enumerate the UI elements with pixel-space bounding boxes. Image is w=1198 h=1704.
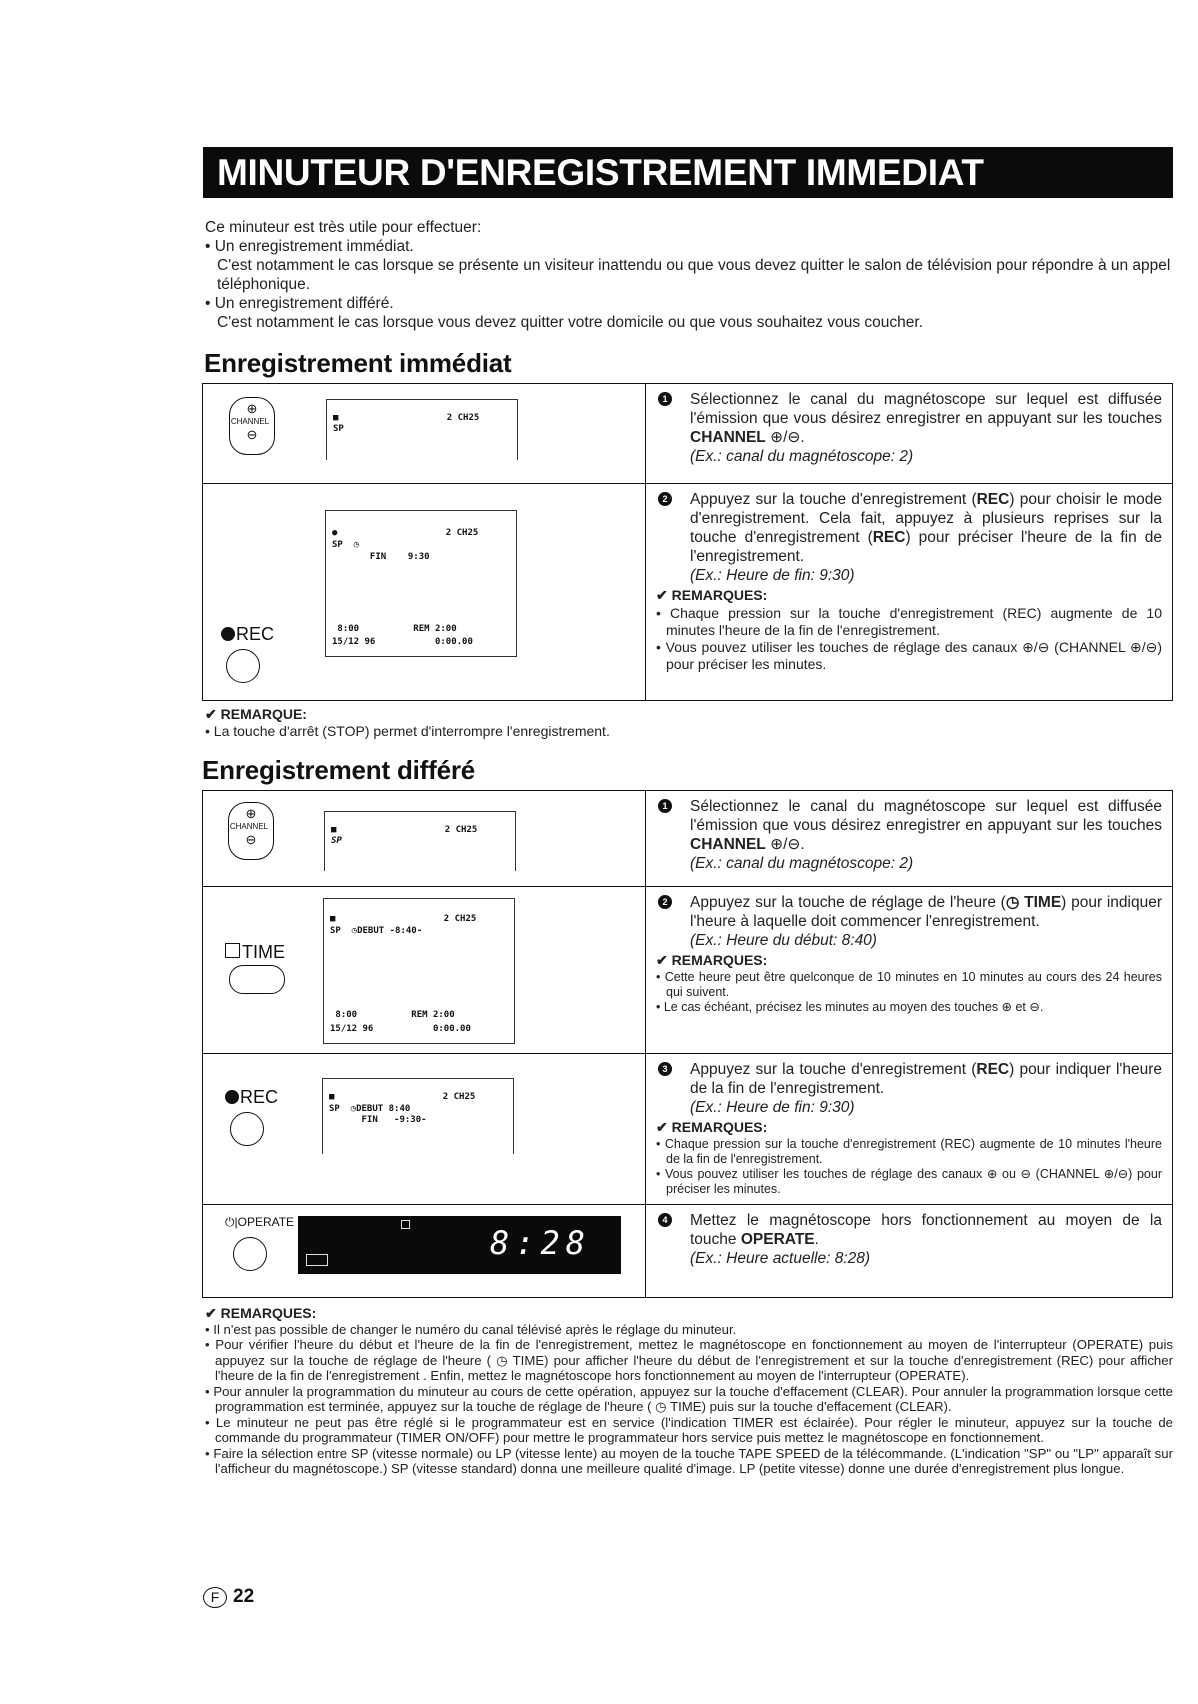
time-label-text: TIME: [242, 942, 285, 962]
step-illustration: [203, 887, 646, 1054]
remark-item: • Vous pouvez utiliser les touches de réglage des canaux ⊕ ou ⊖ (CHANNEL ⊕/⊖) pour préciser les minutes.: [656, 1167, 1162, 1196]
page-footer: [203, 1586, 254, 1608]
osd-line: ■ 2 CH25: [333, 413, 480, 423]
step-illustration: [203, 384, 646, 484]
remarks-heading: ✔ REMARQUES:: [656, 1119, 768, 1135]
step-2: [656, 893, 1162, 950]
step-key: ◷ TIME: [1005, 894, 1062, 911]
intro-item-2: • Un enregistrement différé.: [205, 295, 394, 312]
operate-label: [225, 1215, 294, 1230]
step-key: REC: [872, 529, 906, 546]
osd-line: FIN 9:30: [332, 552, 430, 562]
channel-label: CHANNEL: [230, 417, 270, 426]
step-row: [203, 484, 1173, 701]
note-item: • Pour vérifier l'heure du début et l'heure de la fin de l'enregistrement, mettez le magnétoscope en fonctionnement au moyen de l'interrupteur (OPERATE) puis appuyez sur la touche de réglage de l'heure ( ◷ TIME) pour afficher l'heure du début de l'enregistrement et sur la touche d'enregistrement (REC) pour afficher l'heure de la fin de l'enregistrement . Enfin, mettez le magnétoscope hors fonctionnement au moyen de l'interrupteur (OPERATE).: [205, 1337, 1173, 1383]
step-key: REC: [976, 1061, 1010, 1078]
rec-label-text: REC: [236, 624, 275, 644]
step-text: ) pour indiquer l'heure de la fin de l'enregistrement.: [690, 1061, 1162, 1097]
step-text: ) pour choisir le mode d'enregistrement. Cela fait, appuyez à plusieurs reprises sur la touche d'enregistrement (: [690, 491, 1162, 546]
step-text-cell: [646, 887, 1173, 1054]
step-example: (Ex.: Heure de fin: 9:30): [690, 1099, 855, 1116]
note-item: • Faire la sélection entre SP (vitesse normale) ou LP (vitesse lente) au moyen de la touche TAPE SPEED de la télécommande. (L'indication "SP" ou "LP" apparaît sur l'afficheur du magnétoscope.) SP (vitesse standard) donna une meilleure qualité d'image. LP (petite vitesse) donne une durée d'enregistrement plus longue.: [205, 1445, 1173, 1476]
minus-icon: ⊖: [245, 832, 257, 847]
intro: [205, 218, 1175, 332]
step-2: [656, 490, 1162, 585]
osd-line: 15/12 96 0:00.00: [332, 637, 473, 647]
note-item: • Pour annuler la programmation du minuteur au cours de cette opération, appuyez sur la touche d'effacement (CLEAR). Pour annuler la programmation lorsque cette programmation est terminée, appuyez sur la touche de réglage de l'heure ( ◷ TIME) puis sur la touche d'effacement (CLEAR).: [205, 1383, 1173, 1414]
page-title: MINUTEUR D'ENREGISTREMENT IMMEDIAT: [203, 147, 1173, 198]
steps-table-deferred: [202, 790, 1173, 1298]
channel-button[interactable]: [228, 802, 274, 860]
step-text: Appuyez sur la touche de réglage de l'heure (: [690, 894, 1006, 911]
clock-icon: [225, 943, 240, 958]
osd-screen: [324, 811, 516, 871]
osd-line: ■ 2 CH25: [329, 1092, 476, 1102]
rec-label-text: REC: [240, 1087, 279, 1107]
language-badge: F: [203, 1587, 227, 1608]
step-3: [656, 1060, 1162, 1117]
remarks-heading: ✔ REMARQUES:: [656, 952, 768, 968]
intro-item-1-desc: C'est notamment le cas lorsque se présente un visiteur inattendu ou que vous devez quitter le salon de télévision pour répondre à un appel téléphonique.: [217, 257, 1171, 293]
step-key: CHANNEL: [690, 836, 766, 853]
step-text: ) pour préciser l'heure de la fin de l'enregistrement.: [690, 529, 1162, 565]
page-number: 22: [233, 1586, 255, 1607]
intro-item-1: • Un enregistrement immédiat.: [205, 238, 414, 255]
osd-line: SP ◷DEBUT -8:40-: [330, 926, 423, 936]
step-example: (Ex.: Heure actuelle: 8:28): [690, 1250, 871, 1267]
step-number-badge: 1: [658, 392, 672, 406]
remark-stop: [205, 706, 1173, 740]
step-number-badge: 3: [658, 1062, 672, 1076]
record-dot-icon: [225, 1090, 239, 1104]
step-text-cell: [646, 384, 1173, 484]
section-heading-immediate: Enregistrement immédiat: [204, 348, 512, 378]
step-row: [203, 887, 1173, 1054]
intro-lead: Ce minuteur est très utile pour effectuer:: [205, 219, 482, 236]
remark-item: • Cette heure peut être quelconque de 10 minutes en 10 minutes au cours des 24 heures qui suivent.: [656, 970, 1162, 999]
step-text: Appuyez sur la touche d'enregistrement (: [690, 1061, 977, 1078]
step-number-badge: 1: [658, 799, 672, 813]
osd-line: SP: [333, 424, 344, 434]
osd-screen: [323, 898, 515, 1044]
channel-button[interactable]: [229, 397, 275, 455]
channel-label: CHANNEL: [229, 822, 269, 831]
osd-screen: [326, 399, 518, 460]
step-text: Sélectionnez le canal du magnétoscope sur lequel est diffusée l'émission que vous désirez enregistrer en appuyant sur les touches: [690, 391, 1162, 427]
remarks-heading: ✔ REMARQUES:: [656, 587, 768, 603]
operate-button[interactable]: [233, 1237, 267, 1271]
step-example: (Ex.: canal du magnétoscope: 2): [690, 855, 914, 872]
step-row: [203, 791, 1173, 887]
step-number-badge: 4: [658, 1213, 672, 1227]
step-example: (Ex.: canal du magnétoscope: 2): [690, 448, 914, 465]
osd-line: 8:00 REM 2:00: [332, 624, 457, 634]
step-text-cell: [646, 791, 1173, 887]
step-number-badge: 2: [658, 895, 672, 909]
rec-label: [225, 1087, 278, 1108]
remark-item: • Le cas échéant, précisez les minutes au moyen des touches ⊕ et ⊖.: [656, 1000, 1044, 1014]
osd-screen: [322, 1078, 514, 1154]
osd-line: ■ 2 CH25: [330, 914, 477, 924]
steps-table-immediate: [202, 383, 1173, 701]
step-4: [656, 1211, 1162, 1268]
step-text: Mettez le magnétoscope hors fonctionnement au moyen de la touche: [690, 1212, 1162, 1248]
osd-line: 15/12 96 0:00.00: [330, 1024, 471, 1034]
minus-icon: ⊖: [246, 427, 258, 442]
step-key: CHANNEL: [690, 429, 766, 446]
step-1: [656, 390, 1162, 466]
step-number-badge: 2: [658, 492, 672, 506]
power-icon: ⏻|: [225, 1215, 238, 1229]
osd-line: ● 2 CH25: [332, 528, 479, 538]
osd-line: 8:00 REM 2:00: [330, 1010, 455, 1020]
plus-icon: ⊕: [245, 806, 257, 821]
step-illustration: [203, 1054, 646, 1205]
plus-icon: ⊕: [246, 401, 258, 416]
step-key: OPERATE: [740, 1231, 815, 1248]
step-key: REC: [976, 491, 1010, 508]
step-text-cell: [646, 484, 1173, 701]
step-row: [203, 1054, 1173, 1205]
step-text: ⊕/⊖.: [765, 429, 805, 446]
step-example: (Ex.: Heure du début: 8:40): [690, 932, 877, 949]
step-row: [203, 1205, 1173, 1298]
intro-item-2-desc: C'est notamment le cas lorsque vous devez quitter votre domicile ou que vous souhaitez vous coucher.: [217, 314, 924, 331]
notes-block: [205, 1306, 1173, 1477]
rec-button[interactable]: [230, 1112, 264, 1146]
osd-screen: [325, 510, 517, 657]
remark-text: • La touche d'arrêt (STOP) permet d'interrompre l'enregistrement.: [205, 723, 610, 739]
operate-label-text: OPERATE: [237, 1215, 295, 1229]
remark-item: • Chaque pression sur la touche d'enregistrement (REC) augmente de 10 minutes l'heure de la fin de l'enregistrement.: [656, 605, 1162, 638]
vcr-display: [298, 1216, 621, 1274]
rec-button[interactable]: [226, 649, 260, 683]
note-item: • Le minuteur ne peut pas être réglé si le programmateur est en service (l'indication TIMER est éclairée). Pour régler le minuteur, appuyez sur la touche de commande du programmateur (TIMER ON/OFF) pour mettre le programmateur hors service puis mettez le magnétoscope en fonctionnement.: [205, 1414, 1173, 1445]
step-text: ) pour indiquer l'heure à laquelle doit commencer l'enregistrement.: [690, 894, 1163, 930]
remark-item: • Chaque pression sur la touche d'enregistrement (REC) augmente de 10 minutes l'heure de la fin de l'enregistrement.: [656, 1137, 1162, 1166]
osd-line: SP: [331, 836, 342, 846]
timer-clock-icon: [401, 1220, 410, 1229]
step-illustration: [203, 484, 646, 701]
notes-heading: ✔ REMARQUES:: [205, 1305, 317, 1321]
rec-label: [221, 624, 274, 645]
step-row: [203, 384, 1173, 484]
display-time: 8:28: [489, 1224, 591, 1262]
section-heading-deferred: Enregistrement différé: [202, 755, 476, 785]
cassette-icon: [306, 1254, 328, 1266]
step-illustration: [203, 791, 646, 887]
step-illustration: [203, 1205, 646, 1298]
step-text-cell: [646, 1205, 1173, 1298]
step-text: Appuyez sur la touche d'enregistrement (: [690, 491, 977, 508]
time-button[interactable]: [229, 965, 285, 994]
record-dot-icon: [221, 627, 235, 641]
osd-line: SP ◷: [332, 540, 360, 550]
remark-item: • Vous pouvez utiliser les touches de réglage des canaux ⊕/⊖ (CHANNEL ⊕/⊖) pour préciser les minutes.: [656, 639, 1162, 672]
step-text: ⊕/⊖.: [765, 836, 805, 853]
note-item: • Il n'est pas possible de changer le numéro du canal télévisé après le réglage du minuteur.: [205, 1321, 737, 1337]
step-text: .: [814, 1231, 819, 1248]
osd-line: SP ◷DEBUT 8:40: [329, 1104, 411, 1114]
step-1: [656, 797, 1162, 873]
osd-line: ■ 2 CH25: [331, 825, 478, 835]
osd-line: FIN -9:30-: [329, 1115, 427, 1125]
step-text: Sélectionnez le canal du magnétoscope sur lequel est diffusée l'émission que vous désirez enregistrer en appuyant sur les touches: [690, 798, 1162, 834]
step-text-cell: [646, 1054, 1173, 1205]
step-example: (Ex.: Heure de fin: 9:30): [690, 567, 855, 584]
time-label: [225, 942, 285, 963]
remark-heading: ✔ REMARQUE:: [205, 706, 307, 722]
